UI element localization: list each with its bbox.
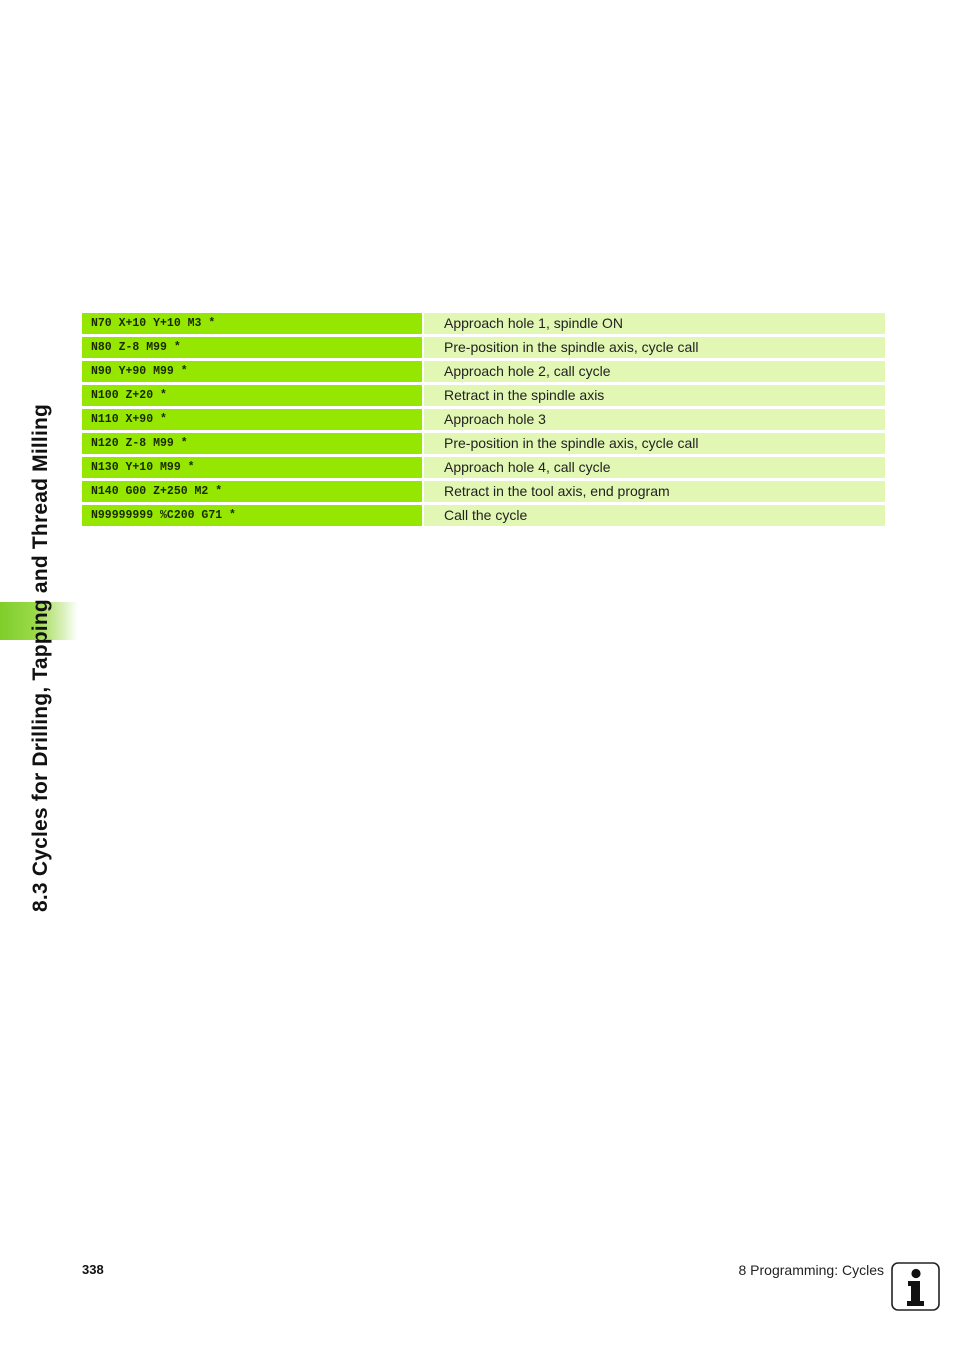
nc-code-cell: N130 Y+10 M99 * xyxy=(82,457,422,478)
description-cell: Call the cycle xyxy=(424,505,885,526)
table-row xyxy=(82,481,885,502)
table-row xyxy=(82,361,885,382)
table-row xyxy=(82,409,885,430)
table-row xyxy=(82,505,885,526)
nc-code-cell: N70 X+10 Y+10 M3 * xyxy=(82,313,422,334)
nc-code-cell: N140 G00 Z+250 M2 * xyxy=(82,481,422,502)
section-side-title: 8.3 Cycles for Drilling, Tapping and Thread Milling xyxy=(29,403,52,912)
description-cell: Approach hole 3 xyxy=(424,409,885,430)
chapter-footer: 8 Programming: Cycles xyxy=(738,1262,884,1278)
nc-code-cell: N80 Z-8 M99 * xyxy=(82,337,422,358)
description-cell: Pre-position in the spindle axis, cycle call xyxy=(424,433,885,454)
description-cell: Approach hole 4, call cycle xyxy=(424,457,885,478)
description-cell: Approach hole 2, call cycle xyxy=(424,361,885,382)
table-row xyxy=(82,337,885,358)
nc-code-cell: N90 Y+90 M99 * xyxy=(82,361,422,382)
description-cell: Approach hole 1, spindle ON xyxy=(424,313,885,334)
page-number: 338 xyxy=(82,1262,104,1277)
nc-code-cell: N100 Z+20 * xyxy=(82,385,422,406)
description-cell: Retract in the tool axis, end program xyxy=(424,481,885,502)
table-row xyxy=(82,433,885,454)
description-cell: Retract in the spindle axis xyxy=(424,385,885,406)
nc-code-cell: N99999999 %C200 G71 * xyxy=(82,505,422,526)
program-listing-table xyxy=(82,313,885,529)
table-row xyxy=(82,313,885,334)
nc-code-cell: N110 X+90 * xyxy=(82,409,422,430)
info-icon xyxy=(891,1262,940,1311)
table-row xyxy=(82,385,885,406)
table-row xyxy=(82,457,885,478)
description-cell: Pre-position in the spindle axis, cycle call xyxy=(424,337,885,358)
nc-code-cell: N120 Z-8 M99 * xyxy=(82,433,422,454)
